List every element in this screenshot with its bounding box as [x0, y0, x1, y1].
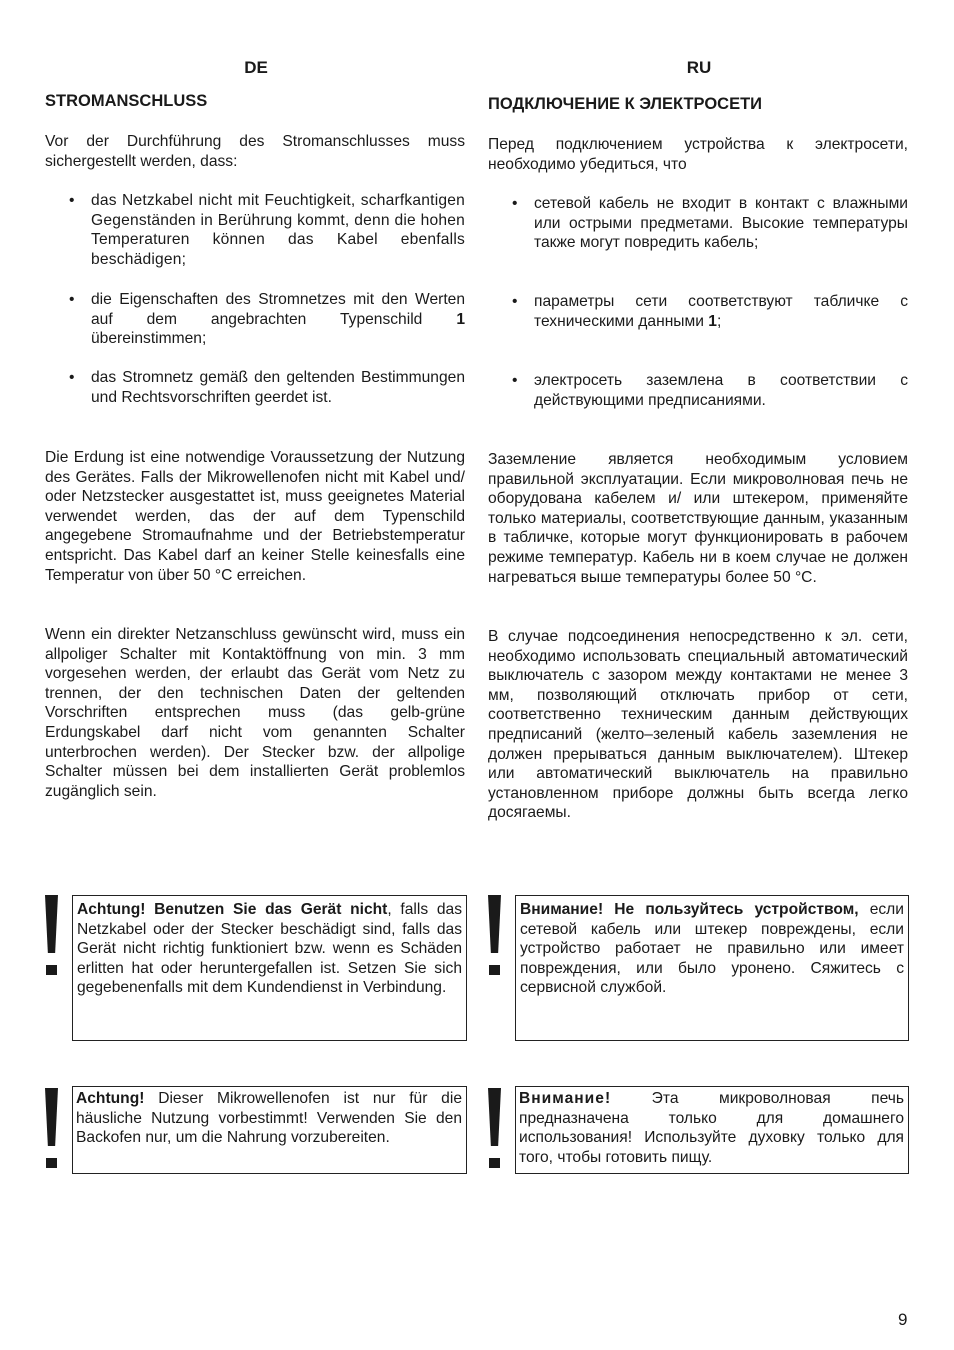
ru-warning-box-2 [515, 1086, 909, 1174]
de-language-label: DE [244, 58, 268, 77]
de-typeplate-ref: 1 [456, 310, 465, 328]
ru-intro-text: Перед подключением устройства к электросети, необходимо убедиться, что [488, 136, 908, 173]
ru-typeplate-ref: 1 [708, 312, 717, 330]
de-bullet-2-text: die Eigenschaften des Stromnetzes mit den Werten auf dem angebrachten Typenschild [91, 291, 465, 328]
ru-bullet-2-text: параметры сети соответствуют табличке с техническими данными [534, 293, 908, 330]
ru-warning-box-1 [515, 895, 909, 1041]
de-warning-2-title: Achtung! [76, 1090, 145, 1107]
bullet-dot-icon: • [512, 195, 518, 212]
ru-bullet-2-tail: ; [716, 312, 722, 330]
ru-bullet-2 [512, 292, 908, 331]
ru-section-heading: ПОДКЛЮЧЕНИЕ К ЭЛЕКТРОСЕТИ [488, 95, 763, 113]
de-warning-1-title: Achtung! Benutzen Sie das Gerät nicht [77, 901, 388, 918]
ru-warning-2-title: Внимание! [519, 1090, 612, 1107]
bullet-dot-icon: • [512, 293, 518, 310]
ru-direct-connection-paragraph: В случае подсоединения непосредственно к эл. сети, необходимо использовать специальный автоматический выключатель с зазором между контактами не менее 3 мм, позволяющий отключать прибор от сети, соответственно техническим данным действующих предписаний (желто–зеленый кабель заземления не должен прерываться данным выключателем). Штекер или автоматический выключатель на правильно установленном приборе должны быть всегда легко досягаемы. [488, 628, 908, 822]
de-bullet-1-text: das Netzkabel nicht mit Feuchtigkeit, scharfkantigen Gegenständen in Berührung kommt, denn die hohen Temperaturen können das Kabel ebenfalls beschädigen; [91, 192, 465, 268]
de-warning-1-text: , falls das Netzkabel oder der Stecker beschädigt sind, falls das Gerät nicht richtig funktioniert bzw. wenn es Schäden erlitten hat oder heruntergefallen ist. Setzen Sie sich gegebenenfalls mit dem Kundendienst in Verbindung. [77, 901, 463, 997]
de-warning-box-2 [72, 1086, 467, 1174]
bullet-dot-icon: • [69, 369, 75, 386]
de-bullet-1 [69, 191, 465, 269]
ru-grounding-paragraph: Заземление является необходимым условием правильной эксплуатации. Если микроволновая печь не оборудована кабелем и/ или штекером, применяйте только материалы, соответствующие данным, указанным в табличке, которые могут функционировать в рабочем режиме температур. Кабель ни в коем случае не должен нагреваться выше температуры более 50 °C. [488, 451, 908, 586]
de-section-heading: STROMANSCHLUSS [45, 92, 208, 110]
ru-bullet-3-text: электросеть заземлена в соответствии с действующими предписаниями. [534, 372, 908, 409]
de-warning-2-text: Dieser Mikrowellenofen ist nur für die häusliche Nutzung vorbestimmt! Verwenden Sie den Backofen nur, um die Nahrung vorzubereiten. [76, 1090, 462, 1147]
ru-warning-1-text: если сетевой кабель или штекер повреждены, если устройство работает не правильно или имеет повреждения, или было уронено. Сяжитесь с сервисной службой. [520, 901, 904, 997]
de-direct-connection-paragraph: Wenn ein direkter Netzanschluss gewünscht wird, muss ein allpoliger Schalter mit Kontaktöffnung von min. 3 mm vorgesehen werden, der erlaubt das Gerät vom Netz zu trennen, der den technischen Daten der geltenden Vorschriften entsprechen muss (das gelb-grüne Erdungskabel darf nicht vom genannten Schalter unterbrochen werden). Der Stecker bzw. der allpolige Schalter müssen bei dem installierten Gerät problemlos zugänglich sein. [45, 626, 465, 800]
ru-bullet-1 [512, 194, 908, 253]
de-bullet-3-text: das Stromnetz gemäß den geltenden Bestimmungen und Rechtsvorschriften geerdet ist. [91, 369, 465, 406]
bullet-dot-icon: • [69, 291, 75, 308]
ru-warning-2-text: Эта микроволновая печь предназначена только для домашнего использования! Используйте духовку только для того, чтобы готовить пищу. [519, 1090, 904, 1166]
bullet-dot-icon: • [69, 192, 75, 209]
de-bullet-2-tail: übereinstimmen; [91, 330, 207, 348]
bullet-dot-icon: • [512, 372, 518, 389]
ru-warning-1-title: Внимание! Не пользуйтесь устройством, [520, 901, 859, 918]
de-bullet-2 [69, 290, 465, 349]
ru-language-label: RU [686, 58, 712, 77]
de-warning-box-1 [72, 895, 467, 1041]
de-grounding-paragraph: Die Erdung ist eine notwendige Voraussetzung der Nutzung des Gerätes. Falls der Mikrowellenofen nicht mit Kabel und/ oder Netzstecker ausgestattet ist, muss geeignetes Material verwendet werden, das der auf dem Typenschild angegebene Stromaufnahme und der Betriebstemperatur entspricht. Das Kabel darf an keiner Stelle keinesfalls eine Temperatur von über 50 °C erreichen. [45, 449, 465, 584]
de-bullet-3 [69, 368, 465, 407]
ru-bullet-3 [512, 371, 908, 410]
de-intro-text: Vor der Durchführung des Stromanschlusses muss sichergestellt werden, dass: [45, 133, 465, 170]
ru-bullet-1-text: сетевой кабель не входит в контакт с влажными или острыми предметами. Высокие температуры также могут повредить кабель; [534, 195, 908, 252]
page-number: 9 [898, 1310, 908, 1329]
